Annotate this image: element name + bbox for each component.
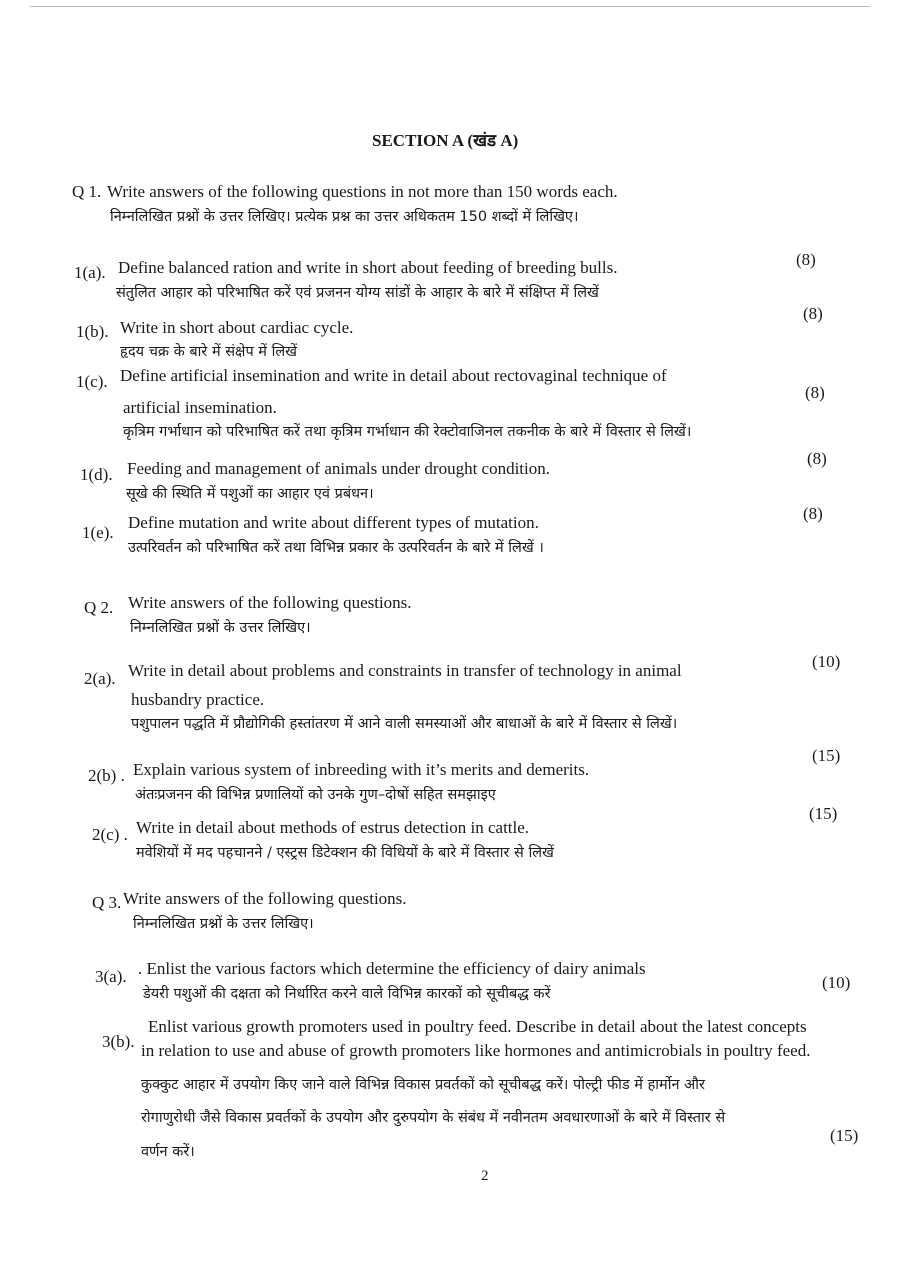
q1d-marks: (8) xyxy=(807,449,827,468)
q3a-text-en: . Enlist the various factors which determine the efficiency of dairy animals xyxy=(138,959,646,978)
q3-label: Q 3. xyxy=(92,893,122,912)
q1-instruction-en: Write answers of the following questions in not more than 150 words each. xyxy=(107,182,618,201)
q3b-text-en-line2: in relation to use and abuse of growth promoters like hormones and antimicrobials in poultry feed. xyxy=(141,1041,811,1060)
q1a-label: 1(a). xyxy=(74,263,106,282)
q3-instruction-en: Write answers of the following questions. xyxy=(123,889,407,908)
q2c-marks: (15) xyxy=(809,804,838,823)
q2a-label: 2(a). xyxy=(84,669,116,688)
q1b-label: 1(b). xyxy=(76,322,109,341)
q1c-text-en-line2: artificial insemination. xyxy=(123,398,277,417)
q1c-marks: (8) xyxy=(805,383,825,402)
q3a-marks: (10) xyxy=(822,973,851,992)
q1b-marks: (8) xyxy=(803,304,823,323)
q1a-text-en: Define balanced ration and write in short about feeding of breeding bulls. xyxy=(118,258,618,277)
q1c-text-en-line1: Define artificial insemination and write in detail about rectovaginal technique of xyxy=(120,366,667,385)
q1c-label: 1(c). xyxy=(76,372,108,391)
q3b-text-hi-line1: कुक्कुट आहार में उपयोग किए जाने वाले विभिन्न विकास प्रवर्तकों को सूचीबद्ध करें। पोल्ट्री फीड में हार्मोन और xyxy=(141,1077,705,1093)
q2-label: Q 2. xyxy=(84,598,114,617)
q2-instruction-hi: निम्नलिखित प्रश्नों के उत्तर लिखिए। xyxy=(130,620,311,636)
q2c-text-hi: मवेशियों में मद पहचानने / एस्ट्रस डिटेक्शन की विधियों के बारे में विस्तार से लिखें xyxy=(136,845,554,861)
q1b-text-hi: हृदय चक्र के बारे में संक्षेप में लिखें xyxy=(120,344,298,360)
q1e-marks: (8) xyxy=(803,504,823,523)
q2b-marks: (15) xyxy=(812,746,841,765)
q3b-text-hi-line2: रोगाणुरोधी जैसे विकास प्रवर्तकों के उपयोग और दुरुपयोग के संबंध में नवीनतम अवधारणाओं के बारे में विस्तार से xyxy=(141,1110,726,1126)
q2c-text-en: Write in detail about methods of estrus detection in cattle. xyxy=(136,818,530,837)
q1a-marks: (8) xyxy=(796,250,816,269)
q3b-text-en-line1: Enlist various growth promoters used in poultry feed. Describe in detail about the latest concepts xyxy=(148,1017,807,1036)
q1e-text-hi: उत्परिवर्तन को परिभाषित करें तथा विभिन्न प्रकार के उत्परिवर्तन के बारे में लिखें । xyxy=(128,540,544,556)
q2a-text-en-line1: Write in detail about problems and constraints in transfer of technology in animal xyxy=(128,661,682,680)
q2a-text-hi: पशुपालन पद्धति में प्रौद्योगिकी हस्तांतरण में आने वाली समस्याओं और बाधाओं के बारे में विस्तार से लिखें। xyxy=(131,716,678,732)
q1a-text-hi: संतुलित आहार को परिभाषित करें एवं प्रजनन योग्य सांडों के आहार के बारे में संक्षिप्त में लिखें xyxy=(116,285,599,301)
q1c-text-hi: कृत्रिम गर्भाधान को परिभाषित करें तथा कृत्रिम गर्भाधान की रेक्टोवाजिनल तकनीक के बारे में विस्तार से लिखें। xyxy=(123,424,692,440)
q2b-label: 2(b) . xyxy=(88,766,125,785)
q2a-marks: (10) xyxy=(812,652,841,671)
q1-instruction-hi: निम्नलिखित प्रश्नों के उत्तर लिखिए। प्रत्येक प्रश्न का उत्तर अधिकतम 150 शब्दों में लिखिए। xyxy=(110,209,579,225)
q1d-text-hi: सूखे की स्थिति में पशुओं का आहार एवं प्रबंधन। xyxy=(126,486,374,502)
q2c-label: 2(c) . xyxy=(92,825,128,844)
q3b-marks: (15) xyxy=(830,1126,859,1145)
q3b-label: 3(b). xyxy=(102,1032,135,1051)
q1-label: Q 1. xyxy=(72,182,102,201)
q1b-text-en: Write in short about cardiac cycle. xyxy=(120,318,354,337)
q2-instruction-en: Write answers of the following questions. xyxy=(128,593,412,612)
q1e-label: 1(e). xyxy=(82,523,114,542)
q1d-text-en: Feeding and management of animals under drought condition. xyxy=(127,459,551,478)
q2b-text-hi: अंतःप्रजनन की विभिन्न प्रणालियों को उनके गुण–दोषों सहित समझाइए xyxy=(135,787,496,803)
q3-instruction-hi: निम्नलिखित प्रश्नों के उत्तर लिखिए। xyxy=(133,916,314,932)
q3b-text-hi-line3: वर्णन करें। xyxy=(141,1144,195,1160)
section-title: SECTION A (खंड A) xyxy=(372,131,519,150)
q3a-label: 3(a). xyxy=(95,967,127,986)
page-number: 2 xyxy=(481,1168,489,1184)
q1e-text-en: Define mutation and write about different types of mutation. xyxy=(128,513,539,532)
scan-edge-line xyxy=(30,6,870,7)
q2a-text-en-line2: husbandry practice. xyxy=(131,690,265,709)
q3a-text-hi: डेयरी पशुओं की दक्षता को निर्धारित करने वाले विभिन्न कारकों को सूचीबद्ध करें xyxy=(143,986,551,1002)
q2b-text-en: Explain various system of inbreeding with it’s merits and demerits. xyxy=(133,760,590,779)
q1d-label: 1(d). xyxy=(80,465,113,484)
